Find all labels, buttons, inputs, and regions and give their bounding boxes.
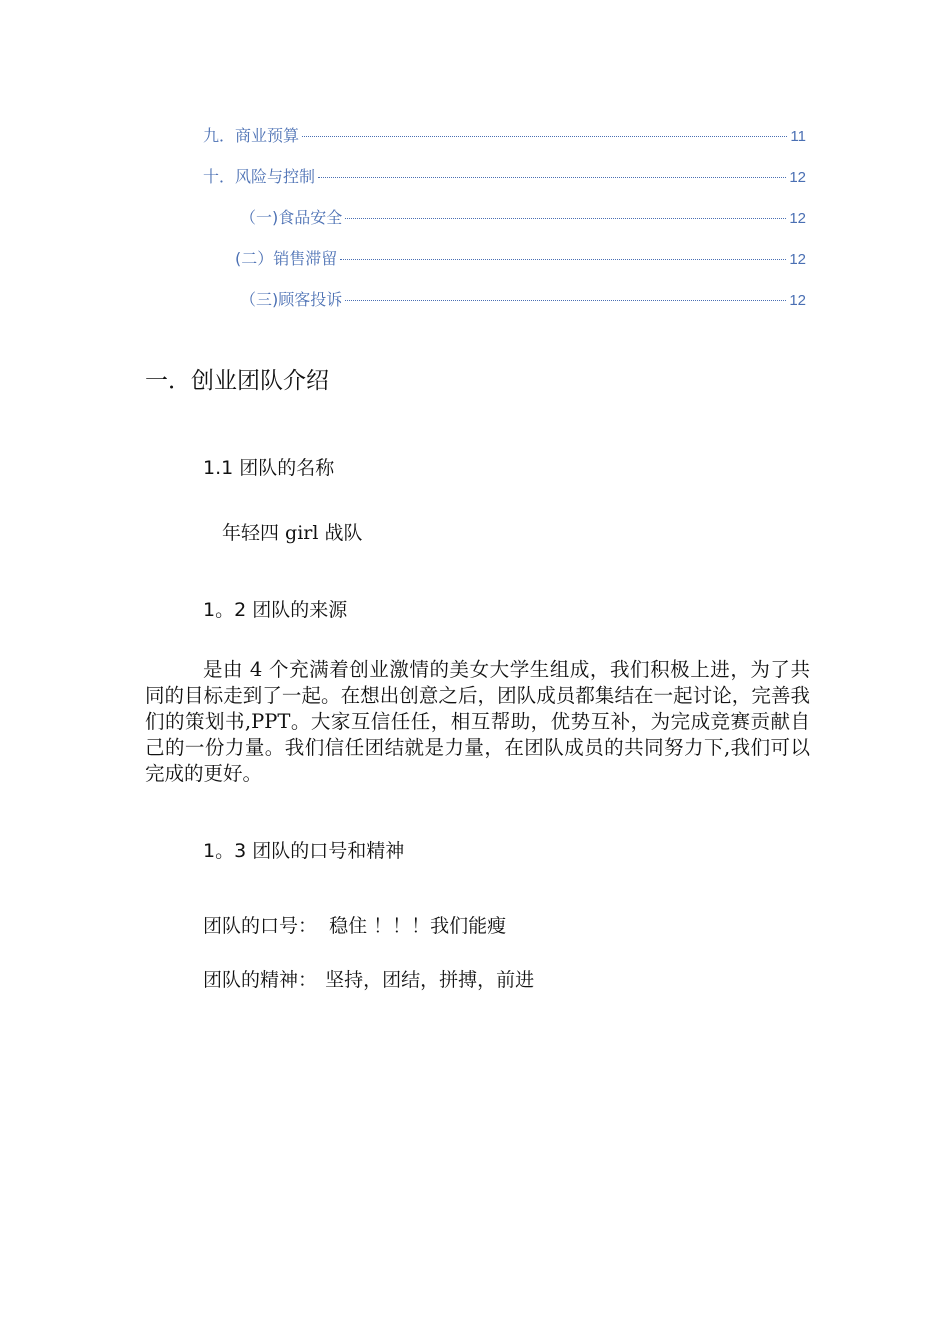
slogan-value: 稳住 ！！！我们能瘦 xyxy=(329,915,507,937)
subsection-heading-1-1: 1.1 团队的名称 xyxy=(203,457,335,479)
toc-entry-label: 九．商业预算 xyxy=(203,126,300,145)
toc-leader-dots xyxy=(345,300,786,301)
spirit-line xyxy=(203,965,534,992)
toc-page-number: 12 xyxy=(789,251,806,268)
toc-page-number: 12 xyxy=(789,210,806,227)
toc-entry[interactable] xyxy=(203,126,806,147)
toc-leader-dots xyxy=(345,218,786,219)
team-origin-paragraph: 是由 4 个充满着创业激情的美女大学生组成，我们积极上进，为了共同的目标走到了一起。在想出创意之后，团队成员都集结在一起讨论，完善我们的策划书,PPT。大家互信任任，相互帮助，优势互补，为完成竞赛贡献自己的一份力量。我们信任团结就是力量，在团队成员的共同努力下,我们可以完成的更好。 xyxy=(145,658,810,785)
slogan-line xyxy=(203,911,506,938)
toc-entry[interactable] xyxy=(203,167,806,188)
toc-leader-dots xyxy=(302,136,787,137)
toc-entry[interactable] xyxy=(240,290,806,311)
subsection-heading-1-2: 1。2 团队的来源 xyxy=(203,599,348,621)
toc-page-number: 11 xyxy=(790,128,806,145)
toc-entry-label: 十．风险与控制 xyxy=(203,167,316,186)
toc-page-number: 12 xyxy=(789,292,806,309)
spirit-value: 坚持，团结，拼搏，前进 xyxy=(325,969,535,991)
toc-entry-label: （三)顾客投诉 xyxy=(240,290,343,309)
team-name-text: 年轻四 girl 战队 xyxy=(222,522,363,544)
toc-entry-label: （一)食品安全 xyxy=(240,208,343,227)
spirit-label: 团队的精神： xyxy=(203,969,318,991)
toc-page-number: 12 xyxy=(789,169,806,186)
toc-leader-dots xyxy=(340,259,786,260)
section-heading: 一．创业团队介绍 xyxy=(145,368,329,394)
slogan-label: 团队的口号： xyxy=(203,915,318,937)
subsection-heading-1-3: 1。3 团队的口号和精神 xyxy=(203,840,405,862)
toc-entry[interactable] xyxy=(235,249,806,270)
toc-entry[interactable] xyxy=(240,208,806,229)
toc-entry-label: (二）销售滞留 xyxy=(235,249,338,268)
toc-leader-dots xyxy=(318,177,786,178)
